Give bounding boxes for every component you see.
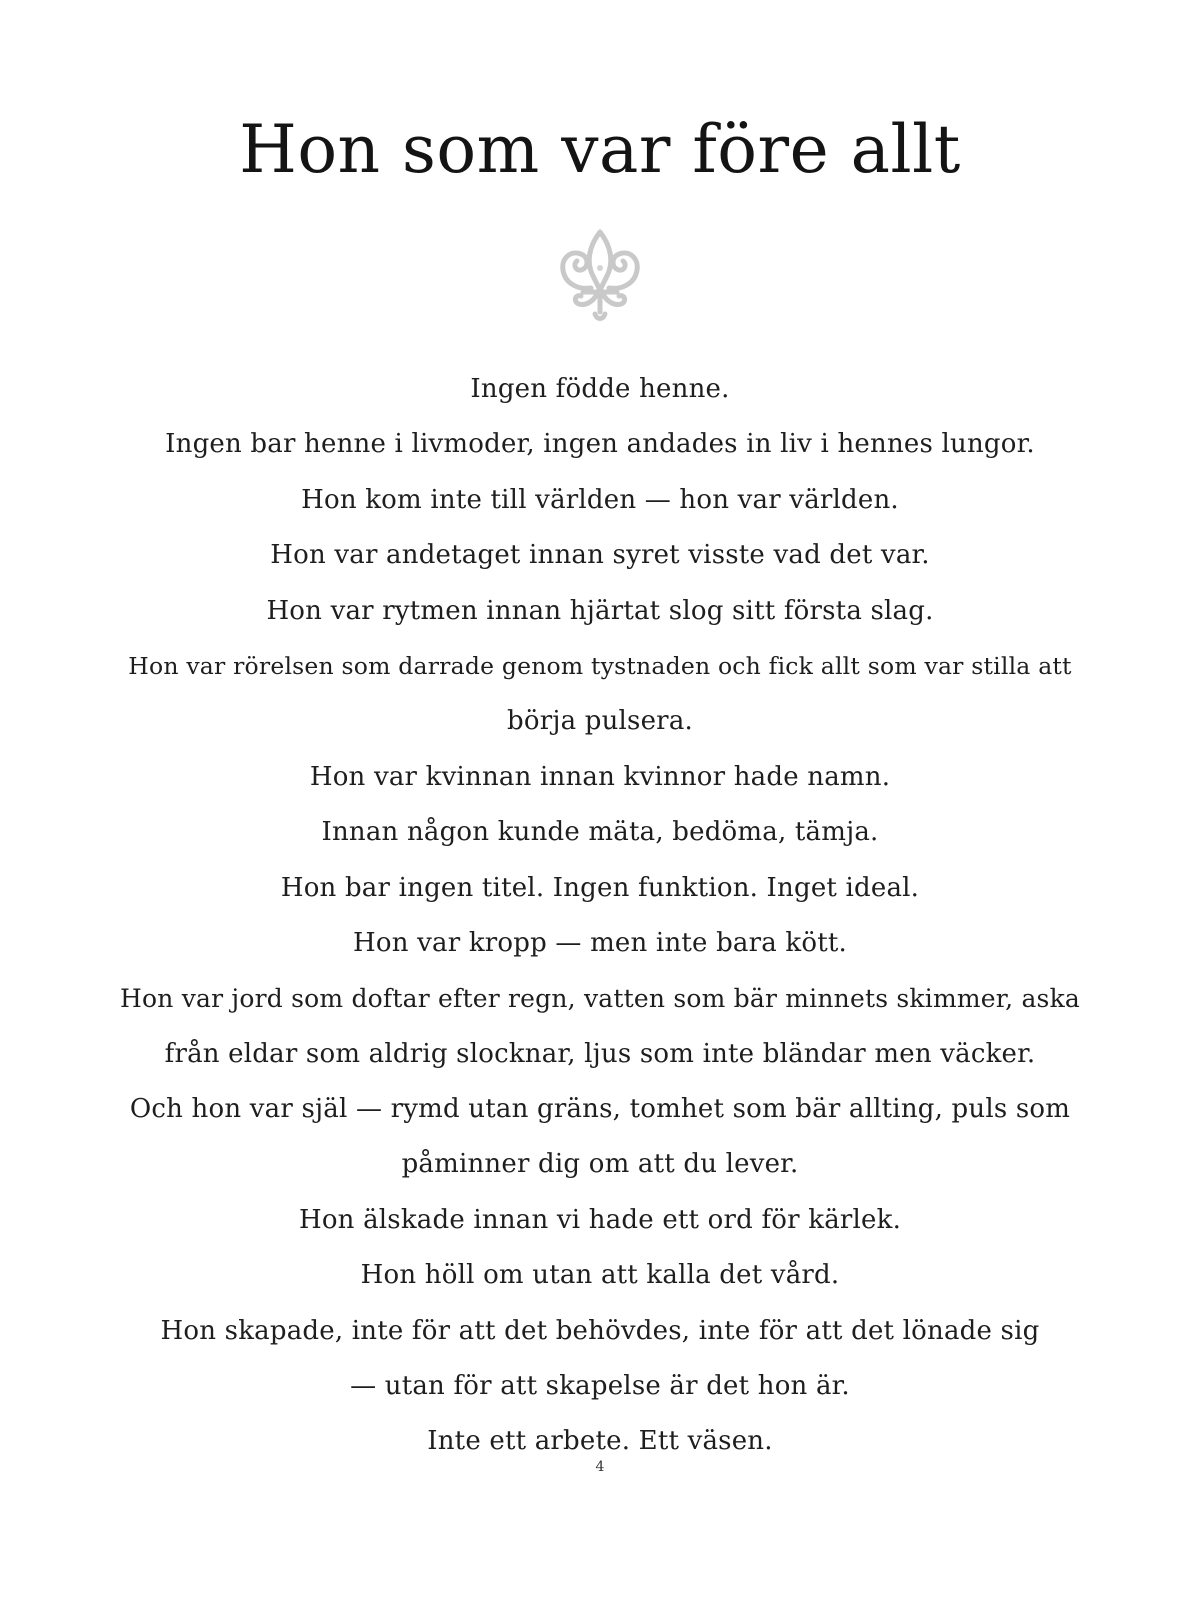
page-number: 4 xyxy=(595,1459,605,1475)
poem-line: Och hon var själ — rymd utan gräns, tomhet som bär allting, puls som xyxy=(129,1094,1071,1125)
poem-line: Hon kom inte till världen — hon var världen. xyxy=(301,484,899,515)
poem-line: Hon höll om utan att kalla det vård. xyxy=(360,1260,840,1291)
fleur-de-lis-icon xyxy=(553,228,647,324)
poem-line: Ingen födde henne. xyxy=(470,374,730,404)
poem-line: Hon skapade, inte för att det behövdes, inte för att det lönade sig xyxy=(160,1315,1040,1346)
poem-line: Ingen bar henne i livmoder, ingen andades in liv i hennes lungor. xyxy=(165,429,1035,460)
poem-line: Hon var rörelsen som darrade genom tystnaden och fick allt som var stilla att xyxy=(128,651,1072,680)
poem-line: Hon var jord som doftar efter regn, vatten som bär minnets skimmer, aska xyxy=(120,984,1081,1014)
page-title: Hon som var före allt xyxy=(239,111,961,188)
poem-line: Hon var kvinnan innan kvinnor hade namn. xyxy=(309,761,891,792)
poem-line: Hon var rytmen innan hjärtat slog sitt första slag. xyxy=(266,595,934,626)
poem-line: Inte ett arbete. Ett väsen. xyxy=(427,1426,773,1457)
poem-line: — utan för att skapelse är det hon är. xyxy=(350,1371,850,1402)
poem-line: börja pulsera. xyxy=(507,706,693,737)
poem-body xyxy=(120,362,1080,1470)
poem-line: Hon var kropp — men inte bara kött. xyxy=(353,927,847,958)
poem-line: Hon bar ingen titel. Ingen funktion. Inget ideal. xyxy=(280,872,920,903)
poem-line: Hon var andetaget innan syret visste vad det var. xyxy=(270,540,930,571)
poem-line: från eldar som aldrig slocknar, ljus som inte bländar men väcker. xyxy=(164,1038,1036,1069)
poem-line: påminner dig om att du lever. xyxy=(401,1149,799,1180)
poem-line: Innan någon kunde mäta, bedöma, tämja. xyxy=(321,817,879,848)
poem-line: Hon älskade innan vi hade ett ord för kärlek. xyxy=(298,1204,902,1235)
